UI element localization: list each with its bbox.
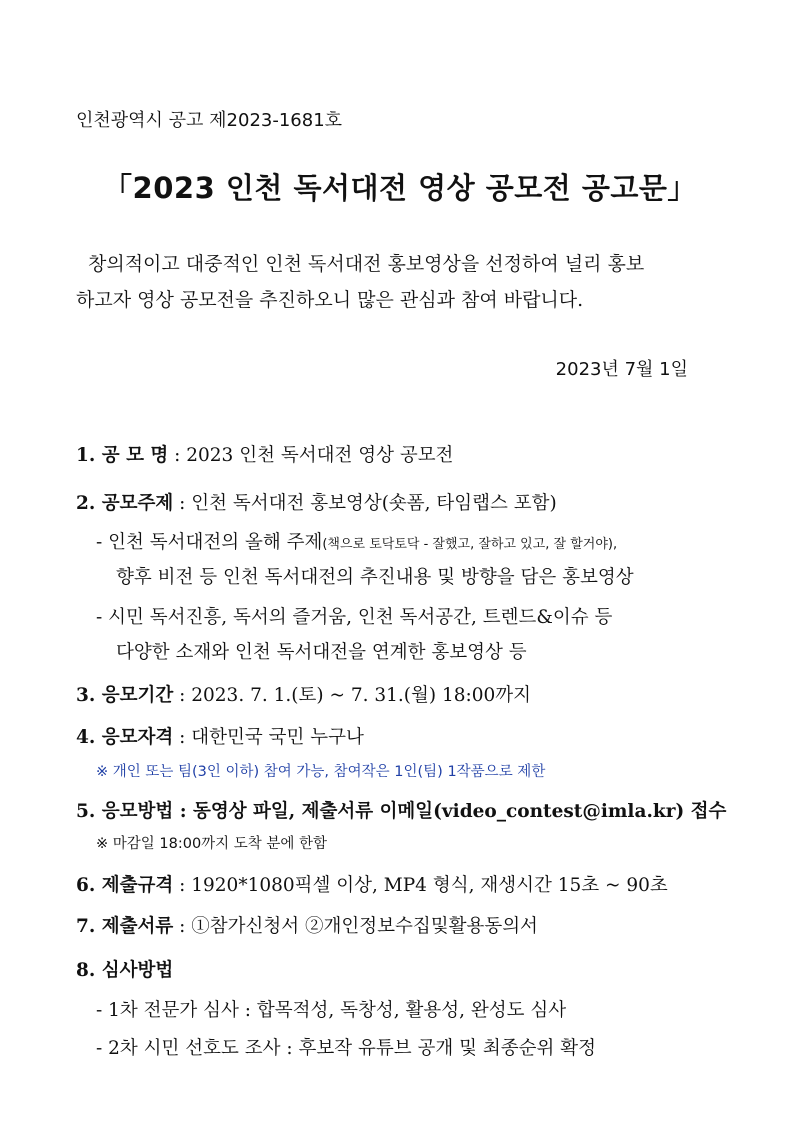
- section-label: 1. 공 모 명: [76, 445, 169, 466]
- section-label: 5. 응모방법: [76, 801, 174, 822]
- section-value: : 대한민국 국민 누구나: [173, 727, 364, 748]
- document-title: 「2023 인천 독서대전 영상 공모전 공고문」: [103, 171, 697, 205]
- section-application-period: [76, 681, 531, 707]
- announcement-number: 인천광역시 공고 제2023-1681호: [76, 110, 343, 131]
- intro-line-1: 창의적이고 대중적인 인천 독서대전 홍보영상을 선정하여 널리 홍보: [88, 253, 645, 275]
- section-contest-name: [76, 441, 453, 467]
- theme-bullet-1-text: - 인천 독서대전의 올해 주제: [96, 532, 323, 553]
- theme-bullet-1: [96, 528, 617, 554]
- judging-step-2: - 2차 시민 선호도 조사 : 후보작 유튜브 공개 및 최종순위 확정: [96, 1038, 596, 1059]
- section-submission-spec: [76, 871, 668, 897]
- theme-bullet-2: - 시민 독서진흥, 독서의 즐거움, 인천 독서공간, 트렌드&이슈 등: [96, 607, 613, 628]
- section-label: 7. 제출서류: [76, 916, 174, 937]
- announcement-date: 2023년 7월 1일: [555, 359, 688, 380]
- section-label: 4. 응모자격: [76, 727, 174, 748]
- section-eligibility: [76, 723, 364, 749]
- intro-line-2: 하고자 영상 공모전을 추진하오니 많은 관심과 참여 바랍니다.: [76, 289, 584, 311]
- section-label: 6. 제출규격: [76, 875, 174, 896]
- section-contest-theme: [76, 489, 557, 515]
- section-value: : 1920*1080픽셀 이상, MP4 형식, 재생시간 15초 ~ 90초: [173, 875, 668, 896]
- theme-bullet-1-note: (책으로 토닥토닥 - 잘했고, 잘하고 있고, 잘 할거야),: [322, 537, 618, 552]
- theme-bullet-2-cont: 다양한 소재와 인천 독서대전을 연계한 홍보영상 등: [116, 642, 527, 663]
- eligibility-note: ※ 개인 또는 팀(3인 이하) 참여 가능, 참여작은 1인(팀) 1작품으로 제한: [96, 764, 546, 780]
- section-value: : 2023. 7. 1.(토) ~ 7. 31.(월) 18:00까지: [173, 685, 532, 706]
- section-judging-method: [76, 956, 173, 982]
- section-label: 3. 응모기간: [76, 685, 174, 706]
- section-label: 2. 공모주제: [76, 493, 174, 514]
- section-value: : ①참가신청서 ②개인정보수집및활용동의서: [173, 916, 538, 937]
- section-submission-documents: [76, 912, 538, 938]
- section-value: : 인천 독서대전 홍보영상(숏폼, 타임랩스 포함): [173, 493, 557, 514]
- deadline-note: ※ 마감일 18:00까지 도착 분에 한함: [96, 836, 328, 852]
- judging-step-1: - 1차 전문가 심사 : 합목적성, 독창성, 활용성, 완성도 심사: [96, 1000, 567, 1021]
- theme-bullet-1-cont: 향후 비전 등 인천 독서대전의 추진내용 및 방향을 담은 홍보영상: [116, 567, 634, 588]
- section-label: 8. 심사방법: [76, 960, 174, 981]
- section-value: : 동영상 파일, 제출서류 이메일(video_contest@imla.kr) 접수: [173, 801, 727, 822]
- section-value: : 2023 인천 독서대전 영상 공모전: [168, 445, 454, 466]
- section-application-method: [76, 797, 726, 823]
